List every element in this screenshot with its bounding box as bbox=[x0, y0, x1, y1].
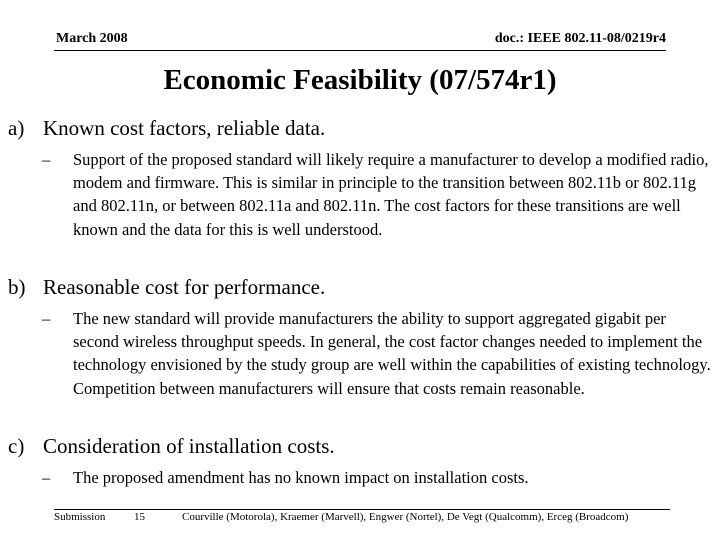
header-doc-id: doc.: IEEE 802.11-08/0219r4 bbox=[494, 31, 666, 46]
section-b-bullet-marker: – bbox=[42, 309, 51, 328]
section-b-bullet-text: The new standard will provide manufacturers the ability to support aggregated gigabit per second wireless throughput speeds. In general, the cost factor changes needed to implement the technology envisioned by the study group are well within the capabilities of existing technology. Competition between manufacturers will ensure that costs remain reasonable. bbox=[73, 309, 711, 398]
footer-label: Submission bbox=[54, 511, 106, 523]
section-b-bullet bbox=[42, 307, 712, 400]
section-c-bullet-marker: – bbox=[42, 468, 51, 487]
section-b-heading bbox=[8, 274, 325, 300]
section-c-heading bbox=[8, 433, 335, 459]
section-c-bullet-text: The proposed amendment has no known impact on installation costs. bbox=[73, 468, 529, 487]
footer-authors: Courville (Motorola), Kraemer (Marvell), Engwer (Nortel), De Vegt (Qualcomm), Erceg (Broadcom) bbox=[182, 511, 629, 523]
slide-footer bbox=[54, 509, 670, 526]
section-b-letter: b) bbox=[8, 275, 26, 299]
header-date: March 2008 bbox=[56, 31, 128, 46]
section-c-letter: c) bbox=[8, 434, 25, 458]
section-a-bullet-marker: – bbox=[42, 150, 51, 169]
section-a-heading-text: Known cost factors, reliable data. bbox=[43, 116, 326, 140]
section-a-bullet-text: Support of the proposed standard will likely require a manufacturer to develop a modified radio, modem and firmware. This is similar in principle to the transition between 802.11b or 802.11g and 802.11n, or between 802.11a and 802.11n. The cost factors for these transitions are well known and the data for this is well understood. bbox=[73, 150, 709, 239]
section-c-heading-text: Consideration of installation costs. bbox=[43, 434, 335, 458]
footer-page-number: 15 bbox=[134, 511, 145, 523]
section-c-bullet bbox=[42, 466, 712, 489]
slide-title: Economic Feasibility (07/574r1) bbox=[163, 64, 557, 96]
section-a-bullet bbox=[42, 148, 712, 241]
slide-header bbox=[54, 30, 666, 51]
section-b-heading-text: Reasonable cost for performance. bbox=[43, 275, 326, 299]
section-a-heading bbox=[8, 115, 325, 141]
section-a-letter: a) bbox=[8, 116, 25, 140]
